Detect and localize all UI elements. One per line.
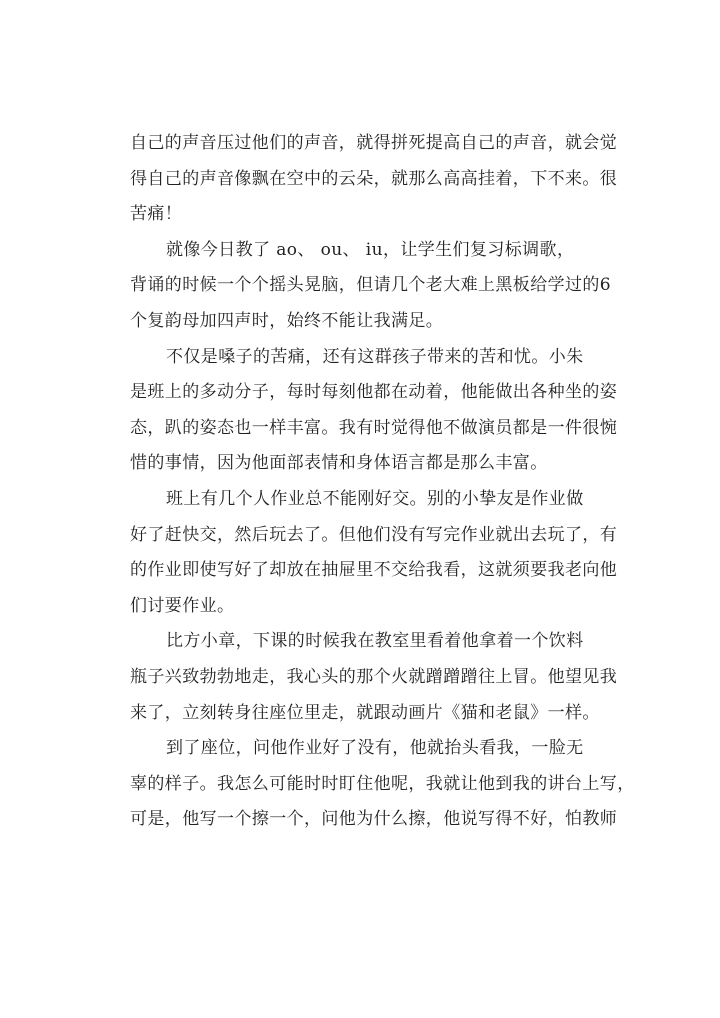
text-line: 背诵的时候一个个摇头晃脑，但请几个老大难上黑板给学过的6 [130, 275, 612, 296]
text-line: 辜的样子。我怎么可能时时盯住他呢，我就让他到我的讲台上写， [130, 773, 635, 794]
text-line: 自己的声音压过他们的声音，就得拼死提高自己的声音，就会觉 [130, 133, 618, 153]
text-line: 的作业即使写好了却放在抽屉里不交给我看，这就须要我老向他 [130, 560, 618, 581]
text-line: 得自己的声音像飘在空中的云朵，就那么高高挂着，下不来。很 [130, 168, 618, 189]
text-line: 们讨要作业。 [130, 595, 235, 616]
text-line: 来了，立刻转身往座位里走，就跟动画片《猫和老鼠》一样。 [130, 702, 600, 723]
text-line: 个复韵母加四声时，始终不能让我满足。 [130, 310, 444, 331]
text-line: 惜的事情，因为他面部表情和身体语言都是那么丰富。 [130, 453, 548, 474]
paragraph-start-line: 比方小章，下课的时候我在教室里看着他拿着一个饮料 [166, 631, 584, 652]
body-text [130, 126, 635, 838]
text-line: 是班上的多动分子，每时每刻他都在动着，他能做出各种坐的姿 [130, 382, 618, 403]
paragraph-start-line: 就像今日教了 ao、 ou、 iu，让学生们复习标调歌， [166, 239, 575, 260]
text-line: 瓶子兴致勃勃地走，我心头的那个火就蹭蹭蹭往上冒。他望见我 [130, 666, 618, 687]
text-line: 态，趴的姿态也一样丰富。我有时觉得他不做演员都是一件很惋 [130, 417, 618, 438]
text-line: 可是，他写一个擦一个，问他为什么擦，他说写得不好，怕教师 [130, 809, 618, 830]
text-line: 苦痛！ [130, 204, 183, 225]
paragraph-start-line: 不仅是嗓子的苦痛，还有这群孩子带来的苦和忧。小朱 [166, 346, 584, 367]
paragraph-start-line: 班上有几个人作业总不能刚好交。别的小挚友是作业做 [166, 488, 584, 509]
paragraph-start-line: 到了座位，问他作业好了没有，他就抬头看我，一脸无 [166, 738, 584, 759]
text-line: 好了赶快交，然后玩去了。但他们没有写完作业就出去玩了，有 [130, 524, 618, 545]
